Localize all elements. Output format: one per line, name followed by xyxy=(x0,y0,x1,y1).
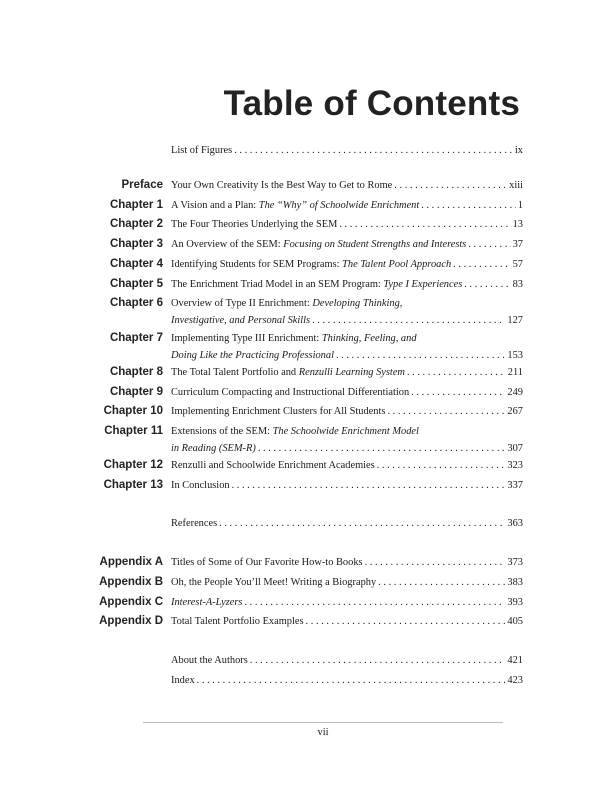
dot-leader xyxy=(234,142,513,159)
entry-label: Chapter 4 xyxy=(109,258,163,270)
entry-title-continued: in Reading (SEM-R) xyxy=(171,443,256,454)
dot-leader xyxy=(407,364,506,381)
entry-label: Appendix C xyxy=(99,596,163,608)
entry-label: Appendix D xyxy=(99,615,163,627)
entry-label: Appendix B xyxy=(99,576,163,588)
dot-leader xyxy=(219,515,505,532)
page-number: 13 xyxy=(512,219,523,230)
page-number: 307 xyxy=(507,443,523,454)
dot-leader xyxy=(339,216,510,233)
entry-title: Implementing Type III Enrichment: Thinking, Feeling, and xyxy=(171,333,417,344)
entry-title: Extensions of the SEM: The Schoolwide Enrichment Model xyxy=(171,426,419,437)
entry-label: Chapter 3 xyxy=(109,238,163,250)
dot-leader xyxy=(244,594,505,611)
entry-title: The Total Talent Portfolio and Renzulli Learning System xyxy=(171,367,405,378)
dot-leader xyxy=(464,276,510,293)
dot-leader xyxy=(306,613,506,630)
page-number-footer: vii xyxy=(317,727,329,738)
dot-leader xyxy=(377,457,506,474)
footer-rule xyxy=(143,722,503,723)
entry-label: Chapter 12 xyxy=(103,459,163,471)
entry-title: Identifying Students for SEM Programs: The Talent Pool Approach xyxy=(171,259,452,270)
entry-label: Chapter 6 xyxy=(109,297,163,309)
entry-label: Preface xyxy=(121,179,163,191)
page-number: 153 xyxy=(507,350,523,361)
dot-leader xyxy=(197,672,506,689)
page-number: 323 xyxy=(507,460,523,471)
dot-leader xyxy=(411,384,505,401)
entry-title: Titles of Some of Our Favorite How-to Books xyxy=(171,557,363,568)
page-number: 383 xyxy=(507,577,523,588)
entry-title: Total Talent Portfolio Examples xyxy=(171,616,304,627)
entry-label: Chapter 13 xyxy=(103,479,163,491)
page-number: 127 xyxy=(507,315,523,326)
entry-title: Curriculum Compacting and Instructional Differentiation xyxy=(171,387,410,398)
page-number: 363 xyxy=(507,518,523,529)
entry-title: The Four Theories Underlying the SEM xyxy=(171,219,338,230)
entry-label: Chapter 10 xyxy=(103,405,163,417)
entry-title-continued: Investigative, and Personal Skills xyxy=(171,315,311,326)
entry-label: Chapter 1 xyxy=(109,199,163,211)
entry-title: The Enrichment Triad Model in an SEM Program: Type I Experiences xyxy=(171,279,463,290)
page-number: 267 xyxy=(507,406,523,417)
page-number: 37 xyxy=(512,239,523,250)
dot-leader xyxy=(250,652,506,669)
page-number: 211 xyxy=(507,367,523,378)
page-number: 1 xyxy=(517,200,523,211)
dot-leader xyxy=(394,177,507,194)
entry-label: Chapter 2 xyxy=(109,218,163,230)
page-number: xiii xyxy=(509,180,523,191)
dot-leader xyxy=(365,554,506,571)
entry-title: About the Authors xyxy=(171,655,248,666)
page-number: ix xyxy=(514,145,523,156)
dot-leader xyxy=(258,440,506,457)
entry-title: Index xyxy=(171,675,195,686)
entry-label: Chapter 8 xyxy=(109,366,163,378)
entry-label: Chapter 9 xyxy=(109,386,163,398)
page-number: 57 xyxy=(512,259,523,270)
entry-title: List of Figures xyxy=(171,145,233,156)
entry-label: Chapter 7 xyxy=(109,332,163,344)
entry-label: Appendix A xyxy=(99,556,163,568)
entry-title: Renzulli and Schoolwide Enrichment Academies xyxy=(171,460,375,471)
entry-title: Oh, the People You’ll Meet! Writing a Biography xyxy=(171,577,377,588)
entry-title: Your Own Creativity Is the Best Way to Get to Rome xyxy=(171,180,393,191)
dot-leader xyxy=(453,256,510,273)
page-number: 373 xyxy=(507,557,523,568)
entry-title: A Vision and a Plan: The “Why” of Schoolwide Enrichment xyxy=(171,200,420,211)
page-number: 423 xyxy=(507,675,523,686)
page-number: 337 xyxy=(507,480,523,491)
page-number: 393 xyxy=(507,597,523,608)
page-number: 421 xyxy=(507,655,523,666)
dot-leader xyxy=(312,312,505,329)
page-number: 83 xyxy=(512,279,523,290)
dot-leader xyxy=(232,477,506,494)
entry-label: Chapter 5 xyxy=(109,278,163,290)
dot-leader xyxy=(468,236,510,253)
dot-leader xyxy=(378,574,505,591)
entry-title: In Conclusion xyxy=(171,480,230,491)
entry-title: References xyxy=(171,518,218,529)
dot-leader xyxy=(387,403,505,420)
dot-leader xyxy=(421,197,516,214)
entry-title: An Overview of the SEM: Focusing on Student Strengths and Interests xyxy=(171,239,467,250)
entry-title-continued: Doing Like the Practicing Professional xyxy=(171,350,334,361)
page-title: Table of Contents xyxy=(223,84,520,123)
entry-title: Implementing Enrichment Clusters for All Students xyxy=(171,406,386,417)
entry-title: Interest-A-Lyzers xyxy=(171,597,243,608)
dot-leader xyxy=(336,347,505,364)
entry-label: Chapter 11 xyxy=(104,425,163,437)
page-number: 249 xyxy=(507,387,523,398)
page-number: 405 xyxy=(507,616,523,627)
entry-title: Overview of Type II Enrichment: Developing Thinking, xyxy=(171,298,403,309)
